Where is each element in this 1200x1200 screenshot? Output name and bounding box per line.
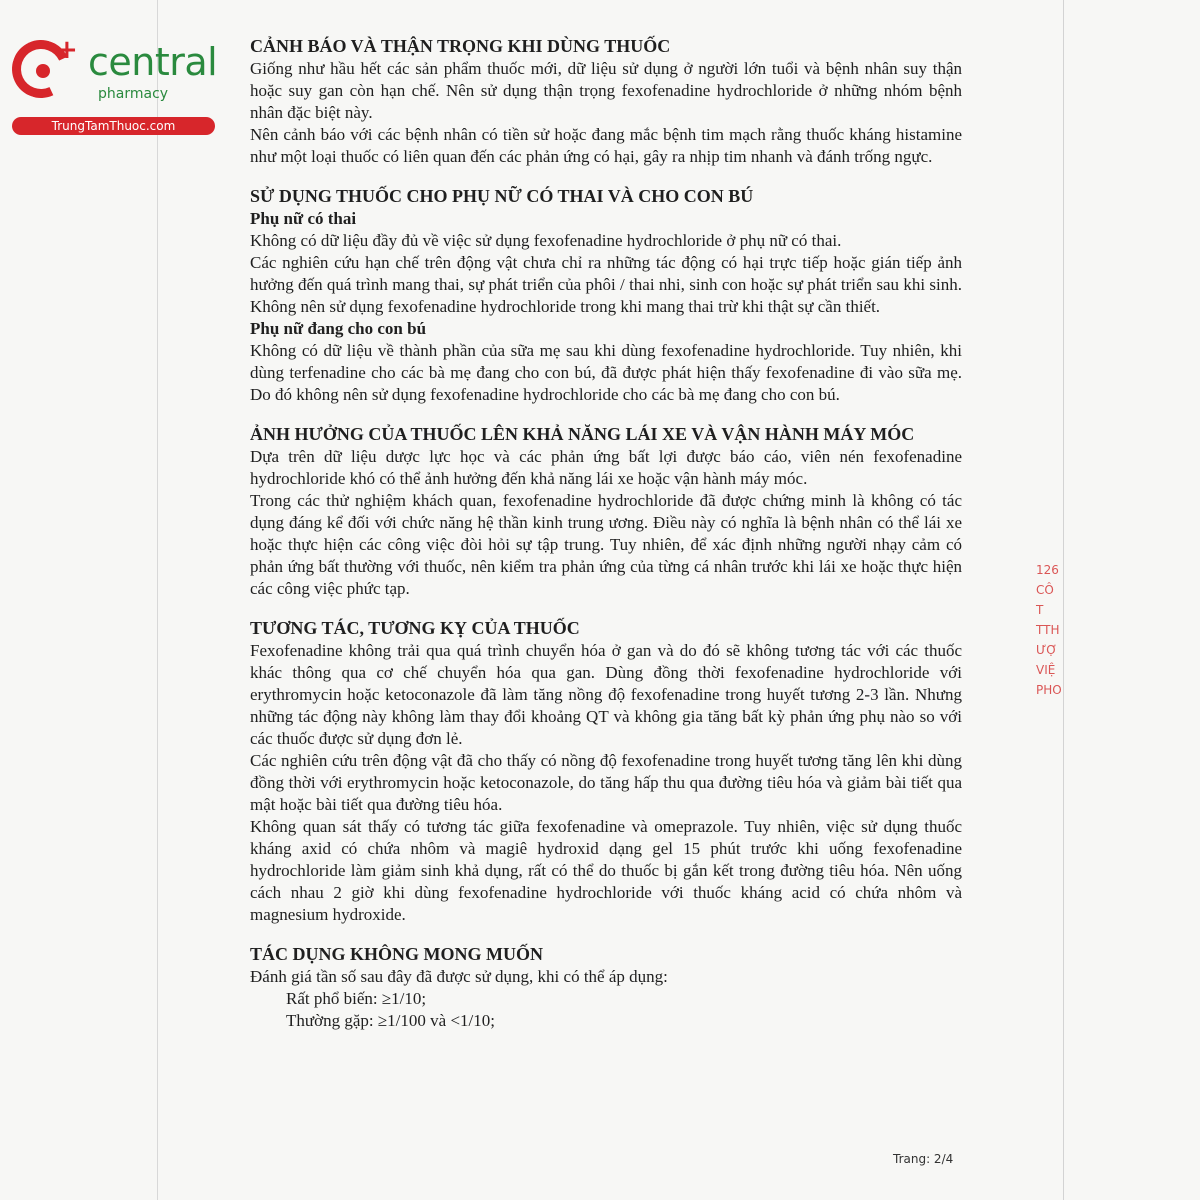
logo-dot-icon [36,64,50,78]
section-title: TƯƠNG TÁC, TƯƠNG KỴ CỦA THUỐC [250,618,580,638]
stamp-line: T [1036,603,1044,617]
stamp-line: CÔ [1036,583,1054,597]
section-side-effects [250,942,962,1032]
page-edge-left [157,0,158,1200]
section-pregnancy [250,184,962,406]
paragraph: Các nghiên cứu hạn chế trên động vật chưa chỉ ra những tác động có hại trực tiếp hoặc gián tiếp ảnh hưởng đến quá trình mang thai, sự phát triển của phôi / thai nhi, sinh con hoặc sự phát triển sau khi sinh. Không nên sử dụng fexofenadine hydrochloride trong khi mang thai trừ khi thật sự cần thiết. [250,253,962,316]
paragraph: Không quan sát thấy có tương tác giữa fexofenadine và omeprazole. Tuy nhiên, việc sử dụng thuốc kháng axid có chứa nhôm và magiê hydroxid dạng gel 15 phút trước khi uống fexofenadine hydrochloride làm giảm sinh khả dụng, rất có thể do thuốc bị gắn kết trong đường tiêu hóa. Nên uống cách nhau 2 giờ khi dùng fexofenadine hydrochloride với thuốc kháng acid có chứa nhôm và magnesium hydroxide. [250,817,962,924]
stamp-line: PHO [1036,683,1062,697]
logo-sub: pharmacy [98,86,169,102]
section-interactions [250,616,962,926]
paragraph: Fexofenadine không trải qua quá trình chuyển hóa ở gan và do đó sẽ không tương tác với các thuốc khác thông qua cơ chế chuyển hóa qua gan. Dùng đồng thời fexofenadine hydrochloride với erythromycin hoặc ketoconazole đã làm tăng nồng độ fexofenadine trong huyết tương 2-3 lần. Nhưng những tác động này không làm thay đổi khoảng QT và không gia tăng bất kỳ phản ứng phụ nào so với các thuốc được sử dụng đơn lẻ. [250,641,962,748]
page-number: Trang: 2/4 [893,1152,954,1166]
subsection-title: Phụ nữ có thai [250,209,357,228]
stamp-line: 126 [1036,563,1059,577]
section-warnings [250,34,962,168]
paragraph: Trong các thử nghiệm khách quan, fexofenadine hydrochloride đã được chứng minh là không có tác dụng đáng kể đối với chức năng hệ thần kinh trung ương. Điều này có nghĩa là bệnh nhân có thể lái xe hoặc thực hiện các công việc đòi hỏi sự tập trung. Tuy nhiên, để xác định những người nhạy cảm có phản ứng bất thường với thuốc, nên kiểm tra phản ứng của từng cá nhân trước khi lái xe hoặc thực hiện các công việc phức tạp. [250,491,962,598]
stamp-line: ƯỢ [1036,643,1058,657]
section-title: SỬ DỤNG THUỐC CHO PHỤ NỮ CÓ THAI VÀ CHO CON BÚ [250,186,754,206]
document-body [250,34,962,1048]
logo-word: central [88,40,218,84]
central-pharmacy-logo[interactable] [8,34,218,139]
paragraph: Giống như hầu hết các sản phẩm thuốc mới, dữ liệu sử dụng ở người lớn tuổi và bệnh nhân suy thận hoặc suy gan còn hạn chế. Nên sử dụng thận trọng fexofenadine hydrochloride ở những nhóm bệnh nhân đặc biệt này. [250,59,962,122]
paragraph: Các nghiên cứu trên động vật đã cho thấy có nồng độ fexofenadine trong huyết tương tăng lên khi dùng đồng thời với erythromycin hoặc ketoconazole, do tăng hấp thu qua đường tiêu hóa và giảm bài tiết qua mật hoặc bài tiết qua đường tiêu hóa. [250,751,962,814]
paragraph: Nên cảnh báo với các bệnh nhân có tiền sử hoặc đang mắc bệnh tim mạch rằng thuốc kháng histamine như một loại thuốc có liên quan đến các phản ứng có hại, gây ra nhịp tim nhanh và đánh trống ngực. [250,125,962,166]
list-item: Thường gặp: ≥1/100 và <1/10; [286,1011,495,1030]
section-title: CẢNH BÁO VÀ THẬN TRỌNG KHI DÙNG THUỐC [250,36,671,56]
stamp-line: TTH [1036,623,1060,637]
list-item: Rất phổ biến: ≥1/10; [286,989,427,1008]
paragraph: Không có dữ liệu đầy đủ về việc sử dụng fexofenadine hydrochloride ở phụ nữ có thai. [250,231,842,250]
paragraph: Dựa trên dữ liệu dược lực học và các phản ứng bất lợi được báo cáo, viên nén fexofenadine hydrochloride khó có thể ảnh hưởng đến khả năng lái xe hoặc vận hành máy móc. [250,447,962,488]
logo-url: TrungTamThuoc.com [12,117,215,135]
red-stamp [1036,560,1066,730]
plus-icon: + [56,35,78,65]
section-title: TÁC DỤNG KHÔNG MONG MUỐN [250,944,543,964]
section-driving [250,422,962,600]
paragraph: Đánh giá tần số sau đây đã được sử dụng, khi có thể áp dụng: [250,967,668,986]
subsection-title: Phụ nữ đang cho con bú [250,319,427,338]
stamp-line: VIỆ [1036,663,1056,677]
paragraph: Không có dữ liệu về thành phần của sữa mẹ sau khi dùng fexofenadine hydrochloride. Tuy nhiên, khi dùng terfenadine cho các bà mẹ đang cho con bú, đã được phát hiện thấy fexofenadine đi vào sữa mẹ. Do đó không nên sử dụng fexofenadine hydrochloride cho các bà mẹ đang cho con bú. [250,341,962,404]
section-title: ẢNH HƯỞNG CỦA THUỐC LÊN KHẢ NĂNG LÁI XE VÀ VẬN HÀNH MÁY MÓC [250,424,915,444]
